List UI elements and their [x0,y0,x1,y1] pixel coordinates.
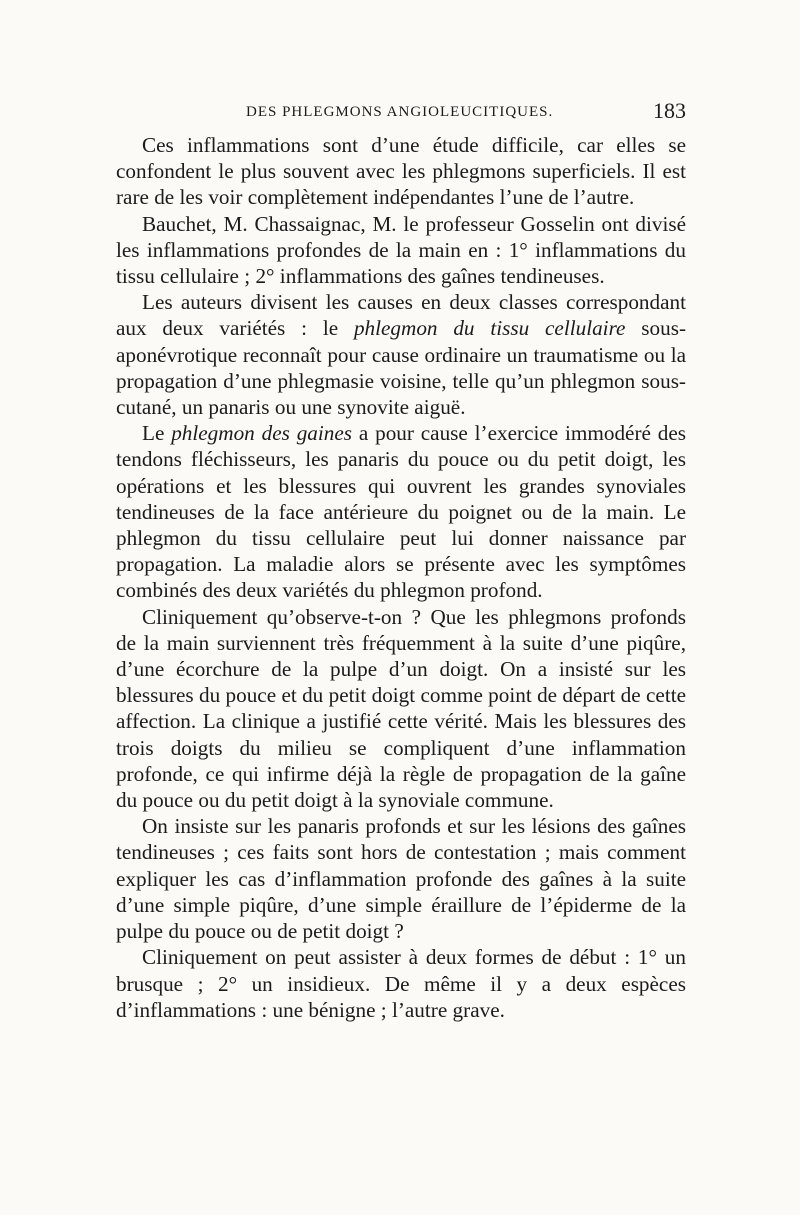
italic-term-phlegmon-tissu-cellulaire: phlegmon du tissu cellulaire [353,316,626,341]
paragraph-4 [116,420,686,603]
page-number: 183 [653,98,686,123]
paragraph-2: Bauchet, M. Chassaignac, M. le professeur Gosselin ont divisé les inflammations profondes de la main en : 1° inflammations du tissu cellulaire ; 2° inflammations des gaînes tendineuses. [116,211,686,289]
paragraph-4-part-1: Le [142,421,172,446]
italic-term-phlegmon-gaines: phlegmon des gaines [171,421,353,446]
page-header [116,98,686,126]
paragraph-4-part-2: a pour cause l’exercice immodéré des tendons fléchisseurs, les panaris du pouce ou du petit doigt, les opérations et les blessures qui ouvrent les grandes synoviales tendineuses de la face antérieure du poignet ou de la main. Le phlegmon du tissu cellulaire peut lui donner naissance par propagation. La maladie alors se présente avec les symptômes combinés des deux variétés du phlegmon profond. [116,421,686,603]
paragraph-3 [116,289,686,420]
paragraph-3-part-1: Les auteurs divisent les causes en deux classes correspondant aux deux variétés : le [116,290,686,341]
body-text [116,132,686,1023]
running-head: DES PHLEGMONS ANGIOLEUCITIQUES. [246,104,554,120]
paragraph-5: Cliniquement qu’observe-t-on ? Que les phlegmons profonds de la main surviennent très fréquemment à la suite d’une piqûre, d’une écorchure de la pulpe d’un doigt. On a insisté sur les blessures du pouce et du petit doigt comme point de départ de cette affection. La clinique a justifié cette vérité. Mais les blessures des trois doigts du milieu se compliquent d’une inflammation profonde, ce qui infirme déjà la règle de propagation de la gaîne du pouce ou du petit doigt à la synoviale commune. [116,604,686,813]
paragraph-1: Ces inflammations sont d’une étude difficile, car elles se confondent le plus souvent avec les phlegmons superficiels. Il est rare de les voir complètement indépendantes l’une de l’autre. [116,133,686,210]
paragraph-7: Cliniquement on peut assister à deux formes de début : 1° un brusque ; 2° un insidieux. De même il y a deux espèces d’inflammations : une bénigne ; l’autre grave. [116,945,686,1022]
paragraph-3-part-2: sous-aponévrotique reconnaît pour cause ordinaire un traumatisme ou la propagation d’une phlegmasie voisine, telle qu’un phlegmon sous-cutané, un panaris ou une synovite aiguë. [116,316,686,420]
paragraph-6: On insiste sur les panaris profonds et sur les lésions des gaînes tendineuses ; ces faits sont hors de contestation ; mais comment expliquer les cas d’inflammation profonde des gaînes à la suite d’une simple piqûre, d’une simple éraillure de l’épiderme de la pulpe du pouce ou de petit doigt ? [116,814,686,944]
